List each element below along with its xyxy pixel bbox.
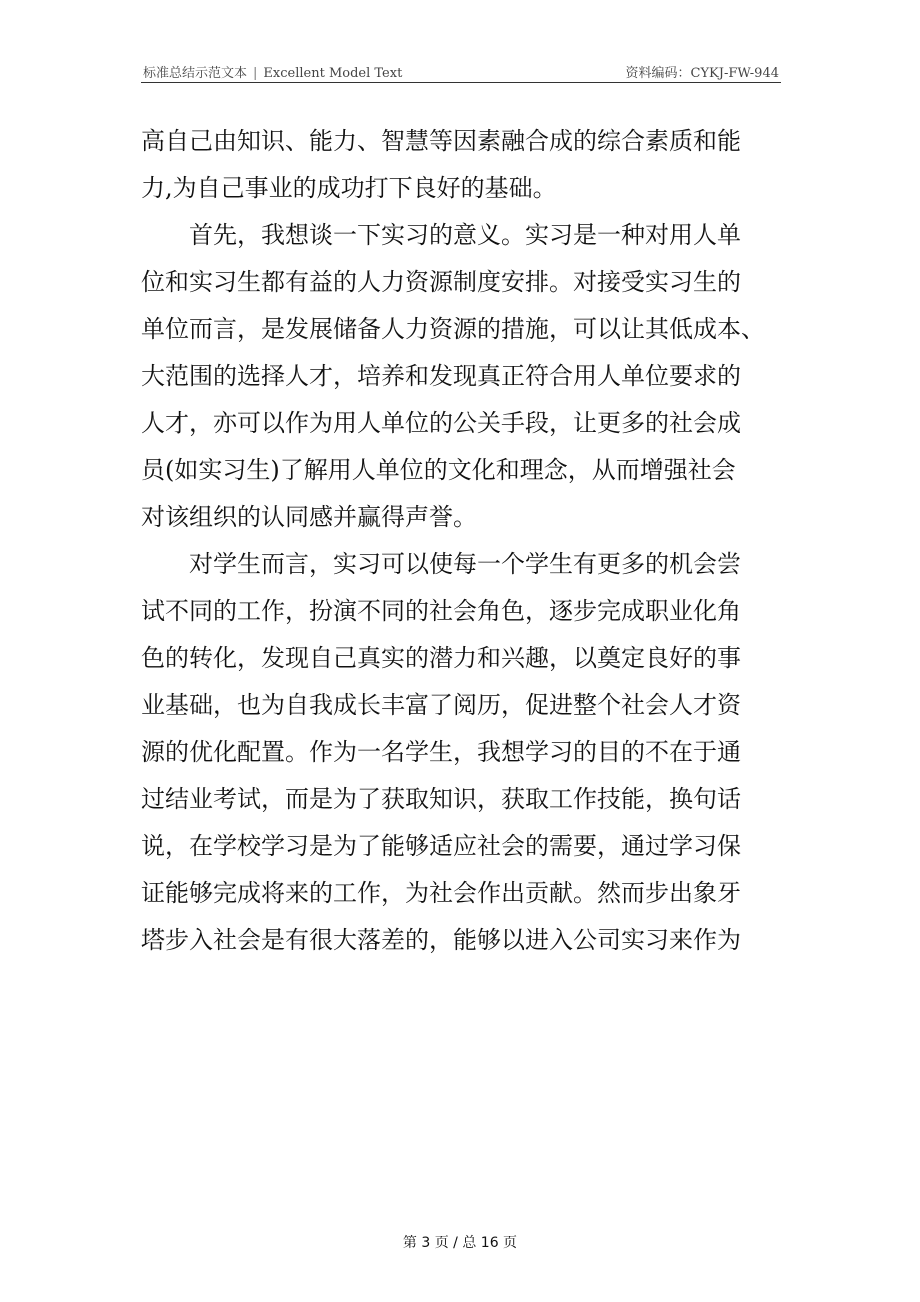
text-line: 色的转化，发现自己真实的潜力和兴趣，以奠定良好的事 (141, 644, 741, 672)
text-line: 塔步入社会是有很大落差的，能够以进入公司实习来作为 (141, 926, 741, 954)
text-line: 单位而言，是发展储备人力资源的措施，可以让其低成本、 (141, 315, 765, 343)
page-number-footer: 第 3 页 / 总 16 页 (402, 1235, 518, 1251)
text-line: 过结业考试，而是为了获取知识，获取工作技能，换句话 (141, 785, 741, 813)
text-line: 高自己由知识、能力、智慧等因素融合成的综合素质和能 (141, 127, 741, 155)
text-line: 证能够完成将来的工作，为社会作出贡献。然而步出象牙 (141, 879, 741, 907)
header-doc-code: 资料编码：CYKJ-FW-944 (625, 66, 779, 81)
text-line: 大范围的选择人才，培养和发现真正符合用人单位要求的 (141, 362, 741, 390)
text-line: 人才，亦可以作为用人单位的公关手段，让更多的社会成 (141, 409, 741, 437)
text-line: 首先，我想谈一下实习的意义。实习是一种对用人单 (141, 221, 741, 249)
page-header (141, 58, 781, 83)
body-text (141, 118, 766, 964)
header-title-en: Excellent Model Text (263, 66, 403, 81)
header-title (143, 62, 402, 81)
text-line: 位和实习生都有益的人力资源制度安排。对接受实习生的 (141, 268, 741, 296)
text-line: 试不同的工作，扮演不同的社会角色，逐步完成职业化角 (141, 597, 741, 625)
text-line: 力,为自己事业的成功打下良好的基础。 (141, 174, 557, 202)
text-line: 对该组织的认同感并赢得声誉。 (141, 503, 477, 531)
header-separator: | (253, 66, 258, 81)
text-line: 源的优化配置。作为一名学生，我想学习的目的不在于通 (141, 738, 741, 766)
header-title-cn: 标准总结示范文本 (143, 66, 248, 81)
text-line: 业基础，也为自我成长丰富了阅历，促进整个社会人才资 (141, 691, 741, 719)
text-line: 说，在学校学习是为了能够适应社会的需要，通过学习保 (141, 832, 741, 860)
text-line: 对学生而言，实习可以使每一个学生有更多的机会尝 (141, 550, 741, 578)
text-line: 员(如实习生)了解用人单位的文化和理念，从而增强社会 (141, 456, 736, 484)
